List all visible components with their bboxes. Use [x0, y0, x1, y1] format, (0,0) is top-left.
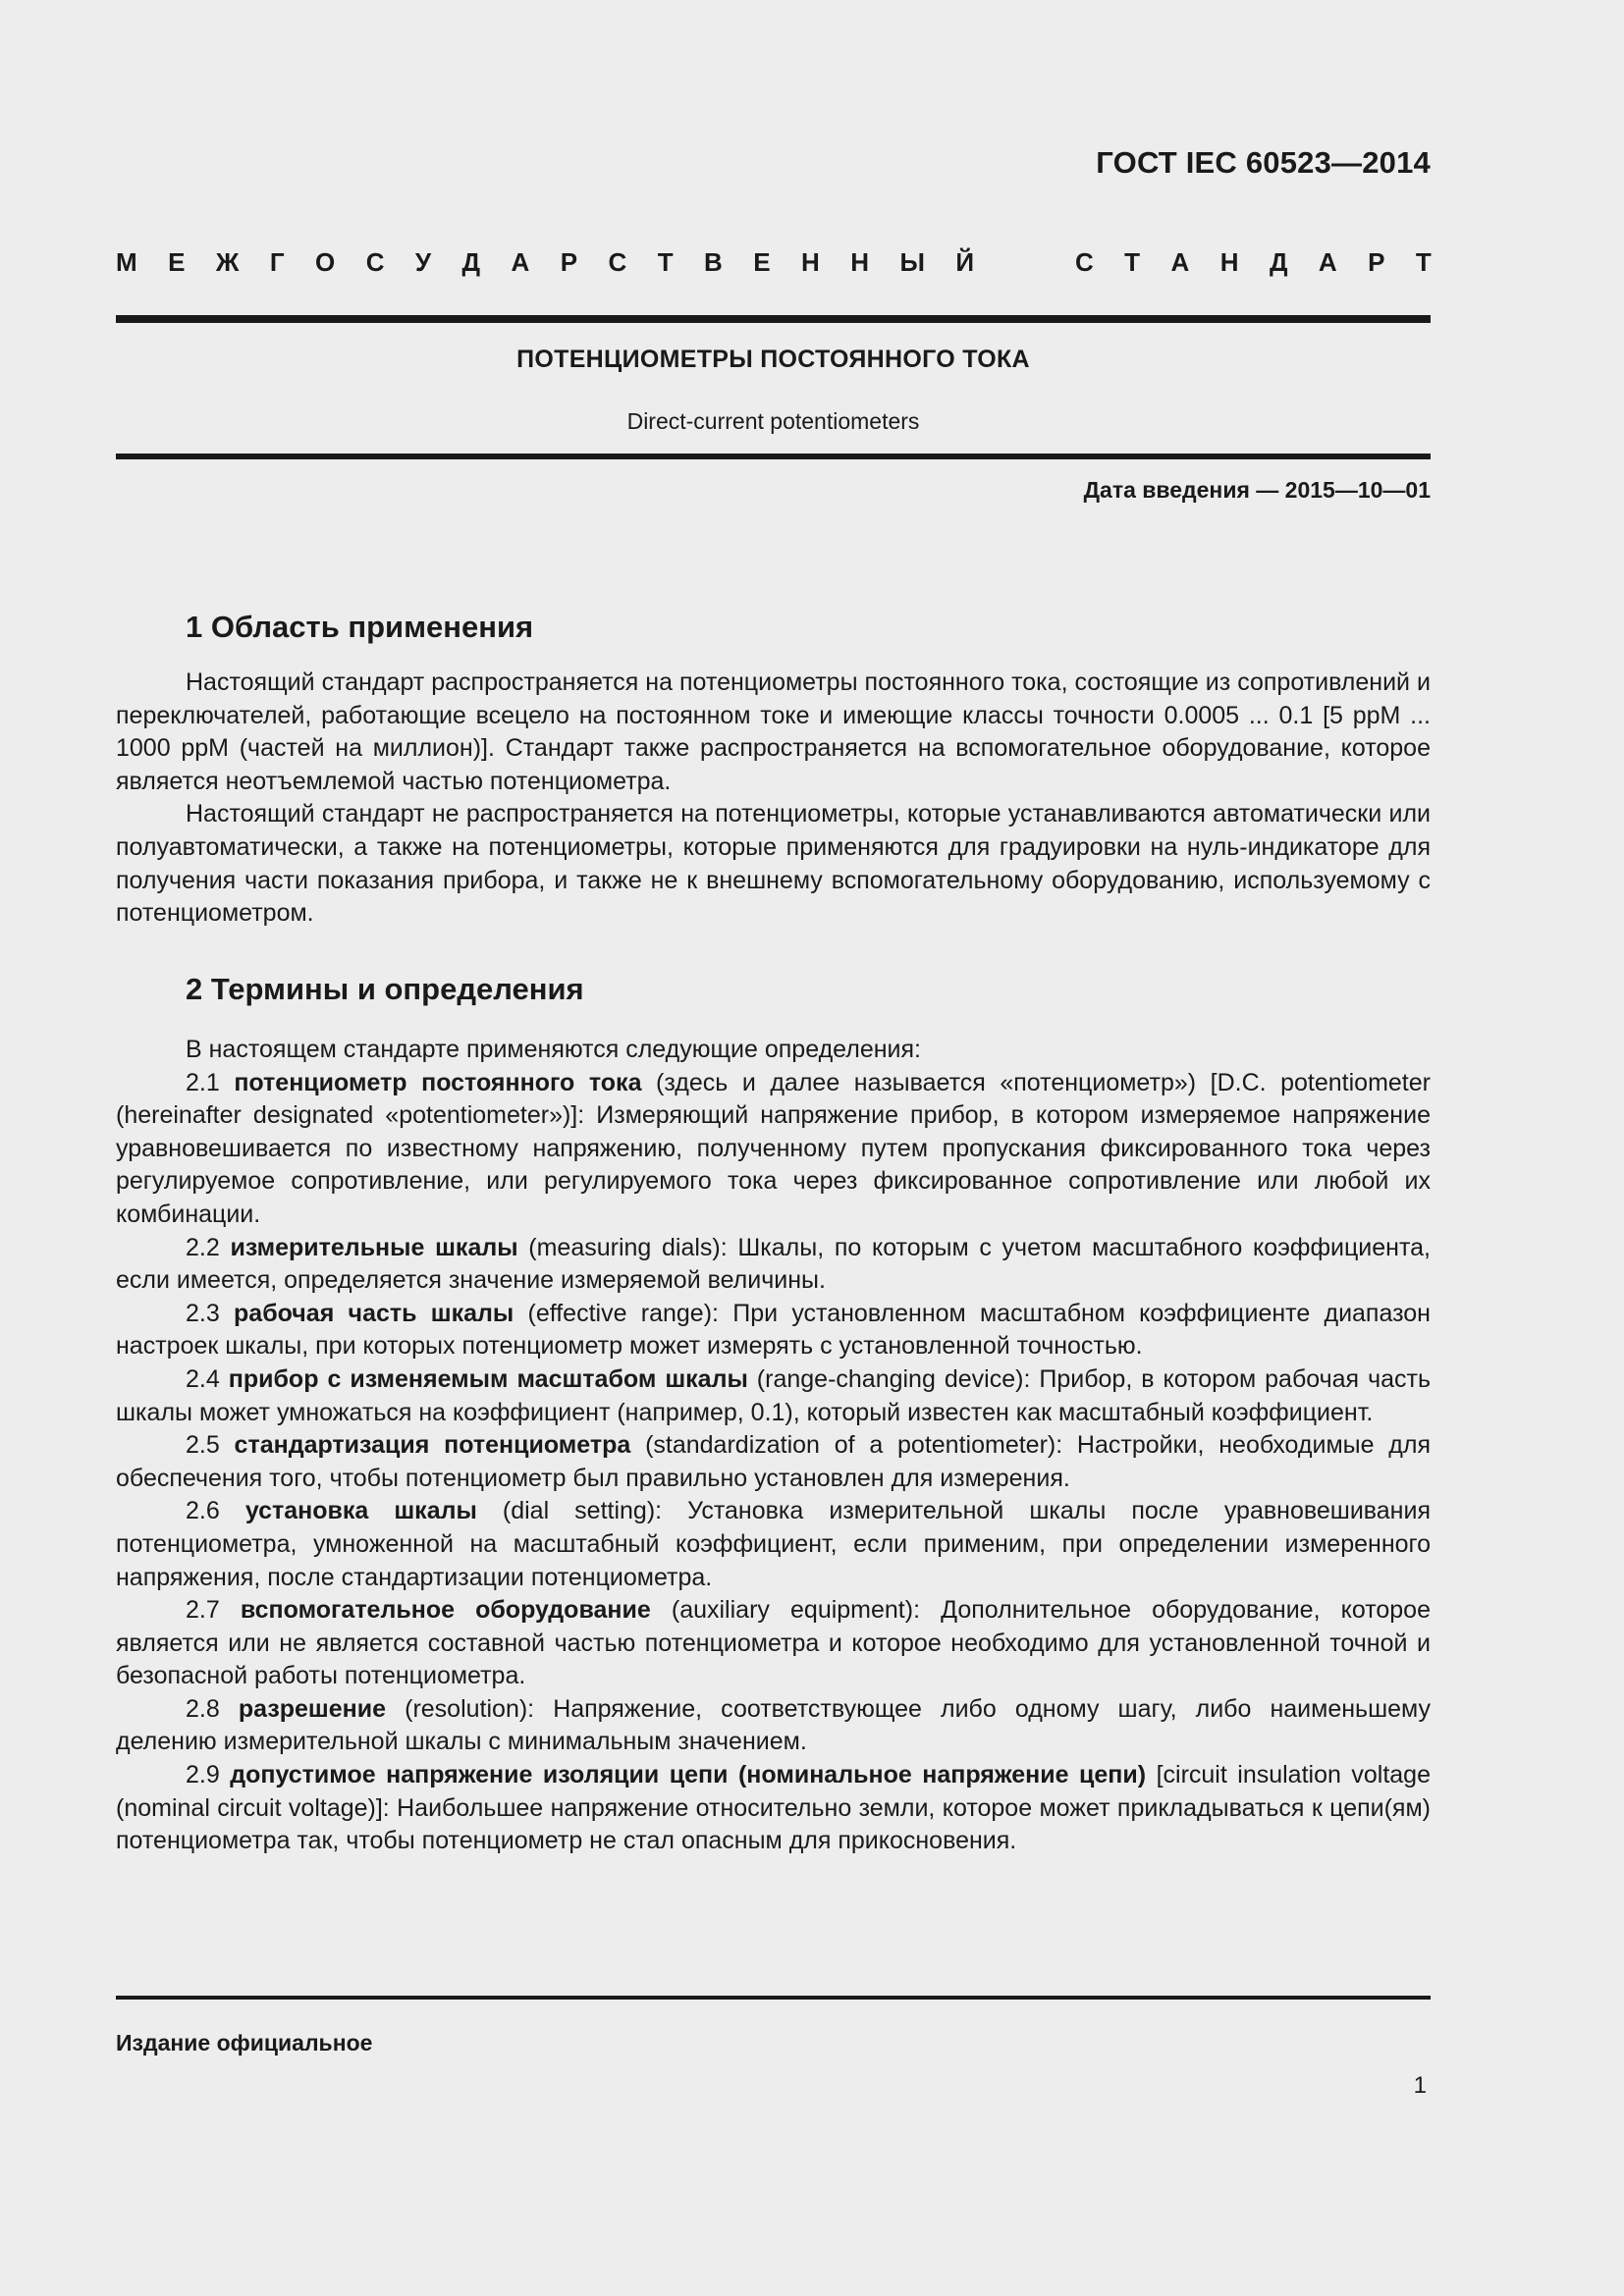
standard-letter: Д [1269, 247, 1288, 277]
term-definition [116, 1759, 1431, 1858]
page-number: 1 [1413, 2072, 1427, 2099]
interstate-letter: Н [850, 247, 870, 277]
interstate-letter: У [414, 247, 432, 277]
term-name: стандартизация потенциометра [234, 1431, 631, 1460]
section-1-body [116, 667, 1431, 931]
interstate-letter: С [365, 247, 385, 277]
section-2-intro: В настоящем стандарте применяются следующие определения: [186, 1036, 921, 1063]
interstate-letter: Ы [899, 247, 925, 277]
term-name: измерительные шкалы [230, 1233, 518, 1261]
section-1-paragraph-2: Настоящий стандарт не распространяется на потенциометры, которые устанавливаются автоматически или полуавтоматически, а также на потенциометры, которые применяются для градуировки на нуль-индикаторе для получения части показания прибора, и также не к внешнему вспомогательному оборудованию, используемому с потенциометром. [116, 800, 1431, 928]
term-number: 2.5 [186, 1431, 220, 1460]
introduction-date: Дата введения — 2015—10—01 [1083, 477, 1431, 503]
term-name: прибор с изменяемым масштабом шкалы [228, 1364, 748, 1393]
interstate-letter: С [608, 247, 627, 277]
standard-letter: Р [1368, 247, 1385, 277]
edition-label: Издание официальное [116, 2030, 373, 2056]
term-number: 2.7 [186, 1596, 220, 1625]
document-code: ГОСТ IEC 60523—2014 [1096, 145, 1431, 180]
interstate-letter: Е [168, 247, 186, 277]
section-1-heading: 1 Область применения [186, 610, 534, 644]
document-title-en: Direct-current potentiometers [626, 408, 920, 434]
term-text: [circuit insulation voltage (nominal circuit voltage)]: Наибольшее напряжение относительно земли, которое может прикладываться к цепи(ям) потенциометра так, чтобы потенциометр не стал опасным для прикосновения. [116, 1761, 1431, 1855]
interstate-letter: Р [560, 247, 578, 277]
document-title-ru: ПОТЕНЦИОМЕТРЫ ПОСТОЯННОГО ТОКА [516, 346, 1030, 373]
section-2-body [116, 1034, 1431, 1858]
term-definition [116, 1298, 1431, 1363]
interstate-letter: Й [955, 247, 975, 277]
interstate-letter: О [315, 247, 336, 277]
term-text: (measuring dials): Шкалы, по которым с учетом масштабного коэффициента, если имеется, определяется значение измеряемой величины. [116, 1233, 1431, 1295]
term-definition [116, 1693, 1431, 1759]
term-text: (здесь и далее называется «потенциометр») [D.C. potentiometer (hereinafter designated «potentiometer»)]: Измеряющий напряжение прибор, в котором измеряемое напряжение уравновешивается по известному напряжению, полученному путем пропускания фиксированного тока через регулируемое сопротивление, или регулируемого тока через фиксированное сопротивление или любой их комбинации. [116, 1068, 1431, 1228]
standard-letter: Т [1415, 247, 1432, 277]
term-name: потенциометр постоянного тока [234, 1068, 642, 1096]
term-text: (resolution): Напряжение, соответствующее либо одному шагу, либо наименьшему делению измерительной шкалы с минимальным значением. [116, 1694, 1431, 1756]
term-text: (auxiliary equipment): Дополнительное оборудование, которое является или не является составной частью потенциометра и которое необходимо для установленной точной и безопасной работы потенциометра. [116, 1596, 1431, 1690]
term-text: (range-changing device): Прибор, в котором рабочая часть шкалы может умножаться на коэффициент (например, 0.1), который известен как масштабный коэффициент. [116, 1364, 1431, 1426]
interstate-letter: Е [753, 247, 771, 277]
standard-letter: С [1074, 247, 1094, 277]
term-number: 2.3 [186, 1299, 220, 1327]
term-name: вспомогательное оборудование [240, 1596, 651, 1625]
term-text: (dial setting): Установка измерительной шкалы после уравновешивания потенциометра, умноженной на масштабный коэффициент, если применим, при определении измеренного напряжения, после стандартизации потенциометра. [116, 1497, 1431, 1591]
interstate-letter: Ж [215, 247, 240, 277]
term-name: рабочая часть шкалы [234, 1299, 514, 1327]
term-definition [116, 1067, 1431, 1232]
term-name: допустимое напряжение изоляции цепи (номинальное напряжение цепи) [230, 1761, 1147, 1789]
term-number: 2.9 [186, 1761, 220, 1789]
term-number: 2.2 [186, 1233, 220, 1261]
term-definition [116, 1232, 1431, 1298]
interstate-letter: А [511, 247, 530, 277]
footer-rule [116, 1996, 1431, 2000]
interstate-letter: Т [657, 247, 674, 277]
interstate-letter: Г [269, 247, 285, 277]
term-number: 2.1 [186, 1068, 220, 1096]
term-text: (standardization of a potentiometer): Настройки, необходимые для обеспечения того, чтобы потенциометр был правильно установлен для измерения. [116, 1431, 1432, 1492]
standard-letter: А [1170, 247, 1190, 277]
term-number: 2.4 [186, 1364, 220, 1393]
interstate-letter: Д [461, 247, 481, 277]
interstate-standard-label [116, 247, 1432, 278]
interstate-letter: В [704, 247, 723, 277]
interstate-letter: Н [801, 247, 820, 277]
header-rule-top [116, 315, 1431, 323]
term-name: разрешение [238, 1694, 387, 1723]
standard-letter: А [1318, 247, 1337, 277]
standard-letter: Т [1124, 247, 1141, 277]
term-definition [116, 1594, 1431, 1693]
term-text: (effective range): При установленном масштабном коэффициенте диапазон настроек шкалы, при которых потенциометр может измерять с установленной точностью. [116, 1299, 1431, 1361]
standard-letter: Н [1219, 247, 1239, 277]
term-number: 2.8 [186, 1694, 220, 1723]
term-name: установка шкалы [244, 1497, 477, 1525]
terms-list [116, 1067, 1431, 1858]
term-definition [116, 1429, 1431, 1495]
section-2-heading: 2 Термины и определения [186, 972, 584, 1006]
header-rule-bottom [116, 454, 1431, 459]
term-definition [116, 1363, 1431, 1429]
section-1-paragraph-1: Настоящий стандарт распространяется на потенциометры постоянного тока, состоящие из сопротивлений и переключателей, работающие всецело на постоянном токе и имеющие классы точности 0.0005 ... 0.1 [5 ppM ... 1000 ppM (частей на миллион)]. Стандарт также распространяется на вспомогательное оборудование, которое является неотъемлемой частью потенциометра. [116, 668, 1431, 795]
word-gap [1005, 247, 1045, 278]
term-number: 2.6 [186, 1497, 220, 1525]
interstate-letter: М [116, 247, 137, 277]
term-definition [116, 1495, 1431, 1594]
